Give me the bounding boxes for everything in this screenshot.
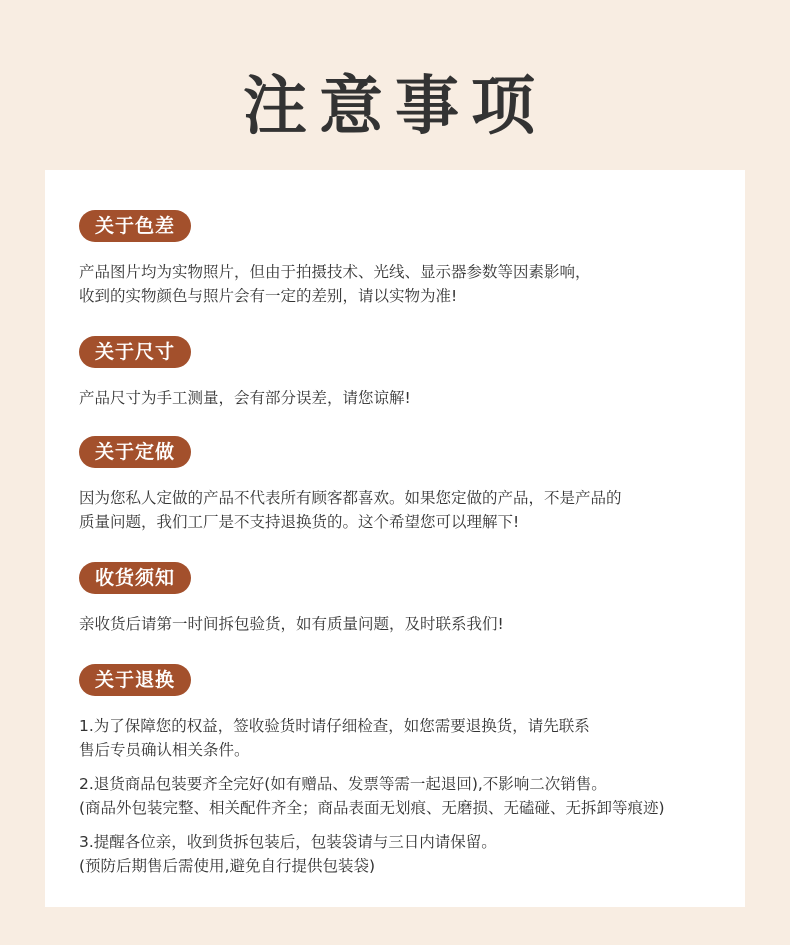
- text-line: 产品图片均为实物照片，但由于拍摄技术、光线、显示器参数等因素影响，: [79, 263, 591, 281]
- text-line: 售后专员确认相关条件。: [79, 741, 250, 759]
- text-line: 亲收货后请第一时间拆包验货，如有质量问题，及时联系我们!: [79, 615, 504, 633]
- section-paragraph: [79, 830, 729, 878]
- section-receiving: [79, 562, 729, 636]
- page-title: 注意事项: [243, 70, 547, 144]
- section-paragraph: [79, 772, 729, 820]
- text-line: 产品尺寸为手工测量，会有部分误差，请您谅解!: [79, 389, 411, 407]
- section-paragraph: [79, 486, 729, 534]
- section-paragraph: [79, 714, 729, 762]
- section-heading: 关于色差: [79, 210, 191, 242]
- text-line: (预防后期售后需使用,避免自行提供包装袋): [79, 857, 376, 875]
- text-line: 收到的实物颜色与照片会有一定的差别，请以实物为准!: [79, 287, 458, 305]
- section-heading: 收货须知: [79, 562, 191, 594]
- section-color-difference: [79, 210, 729, 308]
- section-paragraph: [79, 612, 729, 636]
- section-paragraph: [79, 260, 729, 308]
- text-line: 质量问题，我们工厂是不支持退换货的。这个希望您可以理解下!: [79, 513, 520, 531]
- text-line: 2.退货商品包装要齐全完好(如有赠品、发票等需一起退回),不影响二次销售。: [79, 775, 607, 793]
- section-heading: 关于尺寸: [79, 336, 191, 368]
- section-heading: 关于退换: [79, 664, 191, 696]
- section-returns: [79, 664, 729, 878]
- text-line: 1.为了保障您的权益，签收验货时请仔细检查，如您需要退换货，请先联系: [79, 717, 590, 735]
- section-paragraph: [79, 386, 729, 410]
- section-custom-order: [79, 436, 729, 534]
- section-size: [79, 336, 729, 410]
- text-line: 因为您私人定做的产品不代表所有顾客都喜欢。如果您定做的产品，不是产品的: [79, 489, 622, 507]
- text-line: 3.提醒各位亲，收到货拆包装后，包装袋请与三日内请保留。: [79, 833, 497, 851]
- text-line: (商品外包装完整、相关配件齐全；商品表面无划痕、无磨损、无磕碰、无拆卸等痕迹): [79, 799, 665, 817]
- notice-card: [45, 170, 745, 907]
- section-heading: 关于定做: [79, 436, 191, 468]
